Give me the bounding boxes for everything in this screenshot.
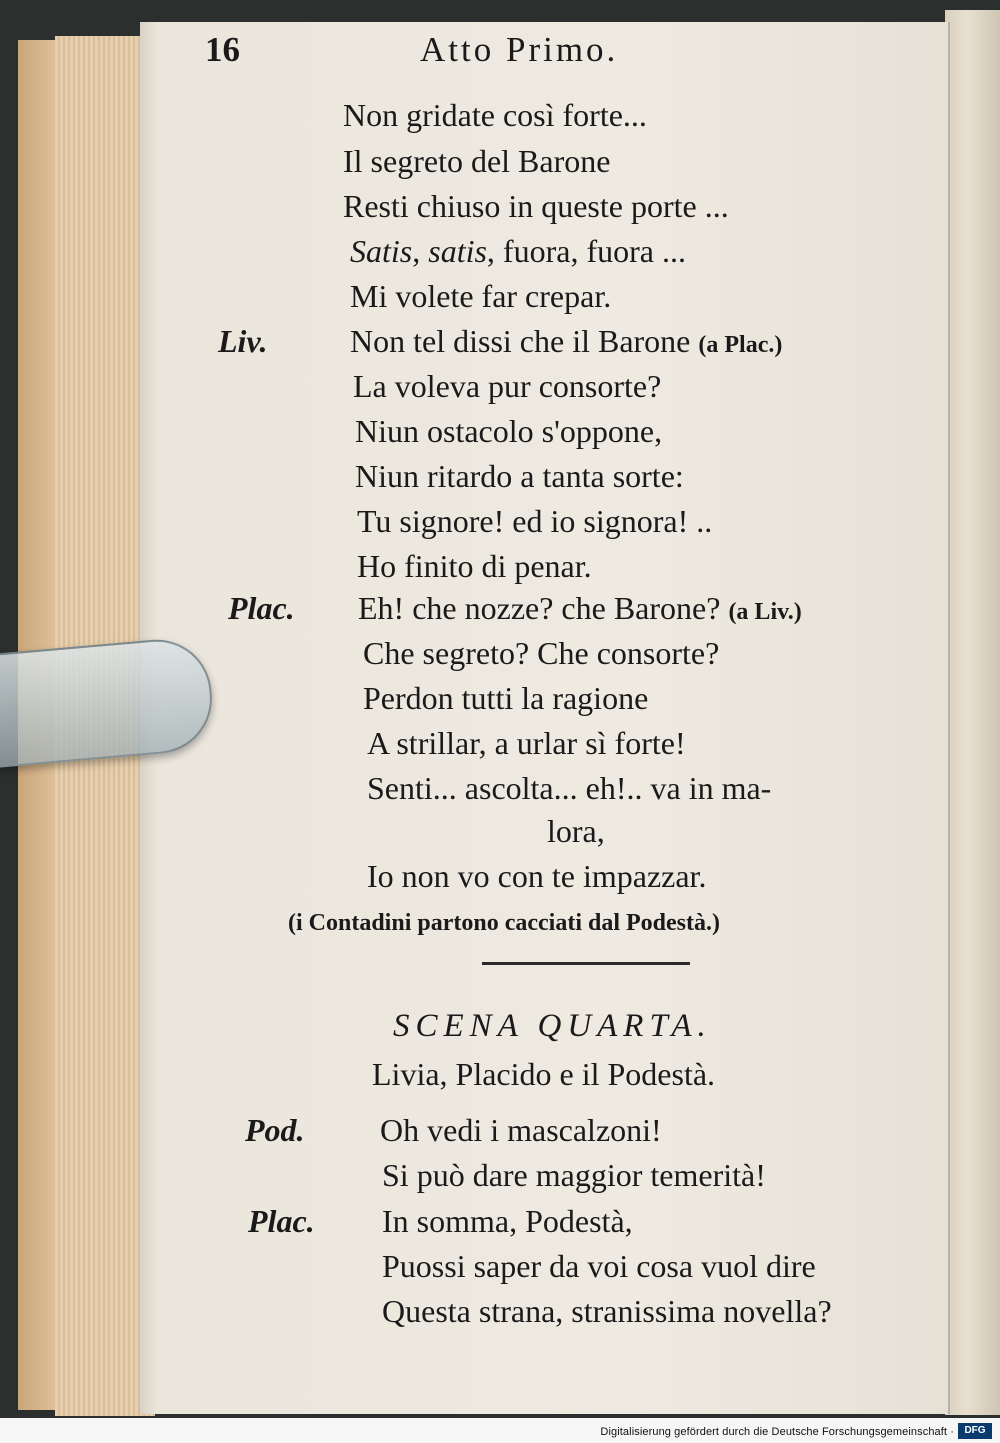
speaker-label: Liv.: [218, 323, 268, 359]
dfg-logo: DFG: [958, 1423, 992, 1439]
verse-line: Satis, satis, fuora, fuora ...: [350, 233, 686, 269]
verse-text: Non tel dissi che il Barone: [350, 323, 691, 359]
scene-cast: Livia, Placido e il Podestà.: [372, 1056, 716, 1092]
stage-direction: (i Contadini partono cacciati dal Podestà.): [288, 910, 720, 936]
verse-line: A strillar, a urlar sì forte!: [367, 725, 686, 761]
page-number: 16: [205, 30, 240, 69]
verse-line: lora,: [547, 813, 605, 849]
stage-direction: (a Plac.): [698, 332, 783, 358]
verse-text: Eh! che nozze? che Barone?: [358, 590, 721, 626]
verse-italic: satis: [428, 233, 487, 269]
verse-line: Il segreto del Barone: [343, 143, 611, 179]
verse-line: [350, 323, 782, 360]
verse-line: Resti chiuso in queste porte ...: [343, 188, 729, 224]
verse-text: fuora, fuora ...: [502, 233, 686, 269]
stage-direction: (a Liv.): [728, 599, 802, 625]
verse-line: Niun ostacolo s'oppone,: [355, 413, 663, 449]
verse-italic: Satis: [350, 233, 413, 269]
verse-line: Oh vedi i mascalzoni!: [380, 1112, 662, 1148]
verse-line: [358, 590, 802, 627]
verse-line: Ho finito di penar.: [357, 548, 592, 584]
verse-line: Non gridate così forte...: [343, 97, 647, 133]
scene-divider: [482, 962, 690, 965]
speaker-label: Pod.: [245, 1112, 305, 1148]
page-header-title: Atto Primo.: [420, 30, 619, 69]
verse-line: Niun ritardo a tanta sorte:: [355, 458, 684, 494]
verse-line: Questa strana, stranissima novella?: [382, 1293, 832, 1329]
verse-line: Si può dare maggior temerità!: [382, 1157, 766, 1193]
speaker-label: Plac.: [228, 590, 295, 626]
scene-heading: SCENA QUARTA.: [393, 1008, 712, 1044]
speaker-label: Plac.: [248, 1203, 315, 1239]
verse-line: Che segreto? Che consorte?: [363, 635, 720, 671]
verse-line: Senti... ascolta... eh!.. va in ma-: [367, 770, 772, 806]
verse-line: Perdon tutti la ragione: [363, 680, 649, 716]
verse-line: Io non vo con te impazzar.: [367, 858, 707, 894]
verse-line: Mi volete far crepar.: [350, 278, 612, 314]
verse-line: Puossi saper da voi cosa vuol dire: [382, 1248, 816, 1284]
verse-line: Tu signore! ed io signora! ..: [357, 503, 713, 539]
verse-line: In somma, Podestà,: [382, 1203, 633, 1239]
right-page-edge: [945, 10, 1000, 1415]
digitization-note: Digitalisierung gefördert durch die Deutsche Forschungsgemeinschaft ·: [600, 1426, 954, 1438]
verse-line: La voleva pur consorte?: [353, 368, 662, 404]
